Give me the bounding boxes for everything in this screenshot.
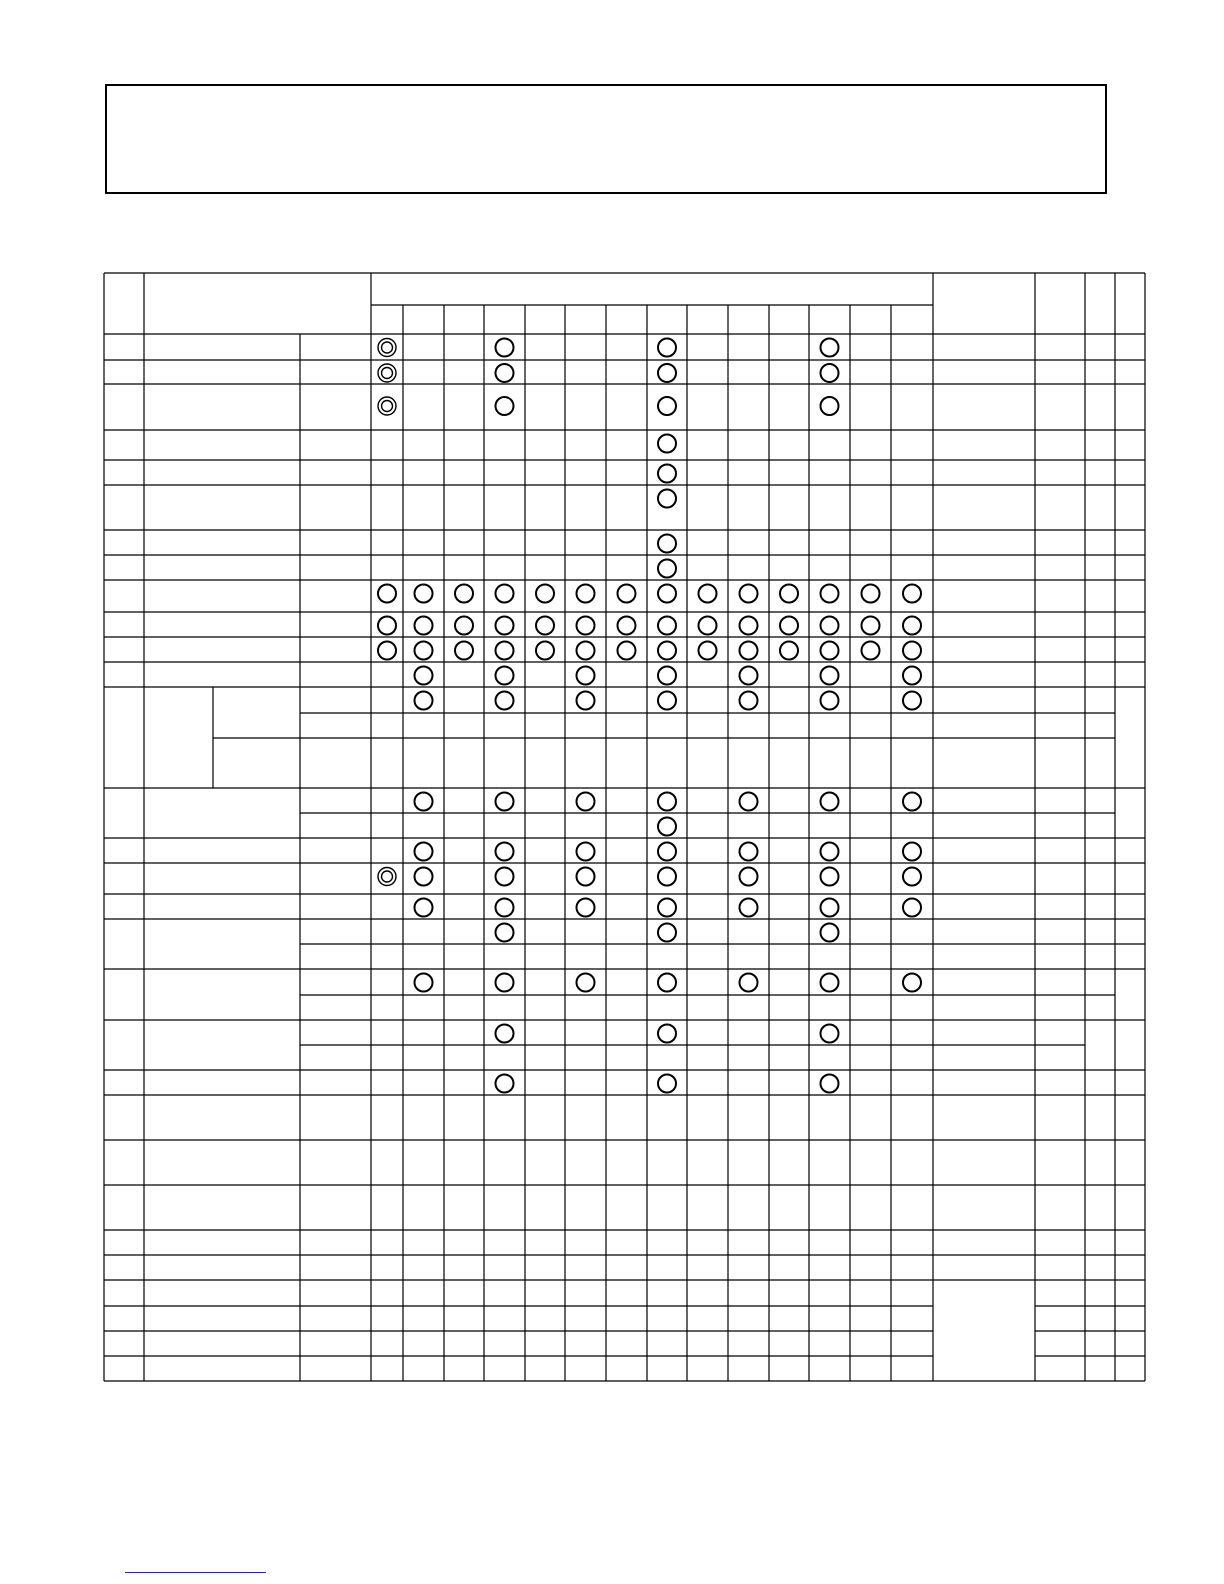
circle-mark <box>415 899 433 917</box>
circle-mark <box>415 667 433 685</box>
circle-mark <box>699 617 717 635</box>
circle-mark <box>658 667 676 685</box>
circle-mark <box>415 585 433 603</box>
circle-mark <box>496 868 514 886</box>
circle-mark <box>658 490 676 508</box>
circle-mark <box>821 899 839 917</box>
circle-mark <box>821 974 839 992</box>
circle-mark <box>821 843 839 861</box>
double-circle-inner <box>382 871 393 882</box>
circle-mark <box>862 617 880 635</box>
circle-mark <box>658 339 676 357</box>
circle-mark <box>903 843 921 861</box>
circle-mark <box>658 924 676 942</box>
circle-mark <box>658 585 676 603</box>
circle-mark <box>699 585 717 603</box>
circle-mark <box>903 692 921 710</box>
circle-mark <box>658 843 676 861</box>
circle-mark <box>378 617 396 635</box>
circle-mark <box>658 535 676 553</box>
circle-mark <box>455 617 473 635</box>
circle-mark <box>658 1025 676 1043</box>
circle-mark <box>577 617 595 635</box>
circle-mark <box>740 868 758 886</box>
circle-mark <box>740 667 758 685</box>
circle-mark <box>821 1025 839 1043</box>
circle-mark <box>496 667 514 685</box>
circle-mark <box>658 364 676 382</box>
circle-mark <box>821 924 839 942</box>
circle-mark <box>780 585 798 603</box>
circle-mark <box>496 1025 514 1043</box>
circle-mark <box>496 364 514 382</box>
circle-mark <box>821 585 839 603</box>
circle-mark <box>378 585 396 603</box>
circle-mark <box>496 974 514 992</box>
double-circle-mark <box>378 339 396 357</box>
circle-mark <box>577 974 595 992</box>
circle-mark <box>496 924 514 942</box>
circle-mark <box>658 793 676 811</box>
footer-link[interactable] <box>125 1552 266 1573</box>
circle-mark <box>455 585 473 603</box>
circle-mark <box>577 843 595 861</box>
circle-mark <box>821 868 839 886</box>
circle-mark <box>577 692 595 710</box>
circle-mark <box>821 617 839 635</box>
circle-mark <box>699 642 717 660</box>
circle-mark <box>821 364 839 382</box>
circle-mark <box>903 585 921 603</box>
double-circle-inner <box>382 401 393 412</box>
circle-mark <box>658 818 676 836</box>
circle-mark <box>415 642 433 660</box>
circle-mark <box>577 642 595 660</box>
circle-mark <box>780 642 798 660</box>
circle-mark <box>780 617 798 635</box>
circle-mark <box>496 692 514 710</box>
circle-mark <box>577 793 595 811</box>
circle-mark <box>496 843 514 861</box>
circle-mark <box>496 339 514 357</box>
circle-mark <box>496 642 514 660</box>
circle-mark <box>740 585 758 603</box>
double-circle-mark <box>378 868 396 886</box>
circle-mark <box>658 397 676 415</box>
circle-mark <box>903 868 921 886</box>
circle-mark <box>496 585 514 603</box>
circle-mark <box>415 793 433 811</box>
double-circle-mark <box>378 364 396 382</box>
circle-mark <box>821 339 839 357</box>
circle-mark <box>658 465 676 483</box>
circle-mark <box>903 617 921 635</box>
circle-mark <box>577 667 595 685</box>
circle-mark <box>618 585 636 603</box>
circle-mark <box>496 397 514 415</box>
circle-mark <box>658 692 676 710</box>
circle-mark <box>821 667 839 685</box>
circle-mark <box>821 642 839 660</box>
circle-mark <box>658 868 676 886</box>
circle-mark <box>903 899 921 917</box>
circle-mark <box>577 899 595 917</box>
circle-mark <box>378 642 396 660</box>
circle-mark <box>821 793 839 811</box>
circle-mark <box>862 585 880 603</box>
circle-mark <box>415 617 433 635</box>
circle-mark <box>577 585 595 603</box>
circle-mark <box>536 585 554 603</box>
circle-mark <box>455 642 473 660</box>
circle-mark <box>740 793 758 811</box>
circle-mark <box>496 899 514 917</box>
circle-mark <box>658 560 676 578</box>
circle-mark <box>903 642 921 660</box>
circle-mark <box>658 435 676 453</box>
double-circle-mark <box>378 397 396 415</box>
circle-mark <box>577 868 595 886</box>
circle-mark <box>536 642 554 660</box>
circle-mark <box>536 617 554 635</box>
double-circle-inner <box>382 342 393 353</box>
circle-mark <box>415 692 433 710</box>
circle-mark <box>658 974 676 992</box>
circle-mark <box>415 974 433 992</box>
circle-mark <box>740 692 758 710</box>
circle-mark <box>496 1075 514 1093</box>
circle-mark <box>903 793 921 811</box>
circle-mark <box>903 974 921 992</box>
circle-mark <box>658 642 676 660</box>
circle-mark <box>658 899 676 917</box>
circle-mark <box>740 617 758 635</box>
circle-mark <box>821 692 839 710</box>
circle-mark <box>496 793 514 811</box>
circle-mark <box>618 617 636 635</box>
circle-mark <box>496 617 514 635</box>
circle-mark <box>658 1075 676 1093</box>
circle-mark <box>862 642 880 660</box>
circle-mark <box>740 843 758 861</box>
circle-mark <box>821 397 839 415</box>
circle-mark <box>740 642 758 660</box>
circle-mark <box>740 974 758 992</box>
circle-mark <box>903 667 921 685</box>
circle-mark <box>740 899 758 917</box>
circle-mark <box>618 642 636 660</box>
double-circle-inner <box>382 368 393 379</box>
circle-mark <box>415 843 433 861</box>
circle-mark <box>821 1075 839 1093</box>
circle-mark <box>658 617 676 635</box>
circle-mark <box>415 868 433 886</box>
